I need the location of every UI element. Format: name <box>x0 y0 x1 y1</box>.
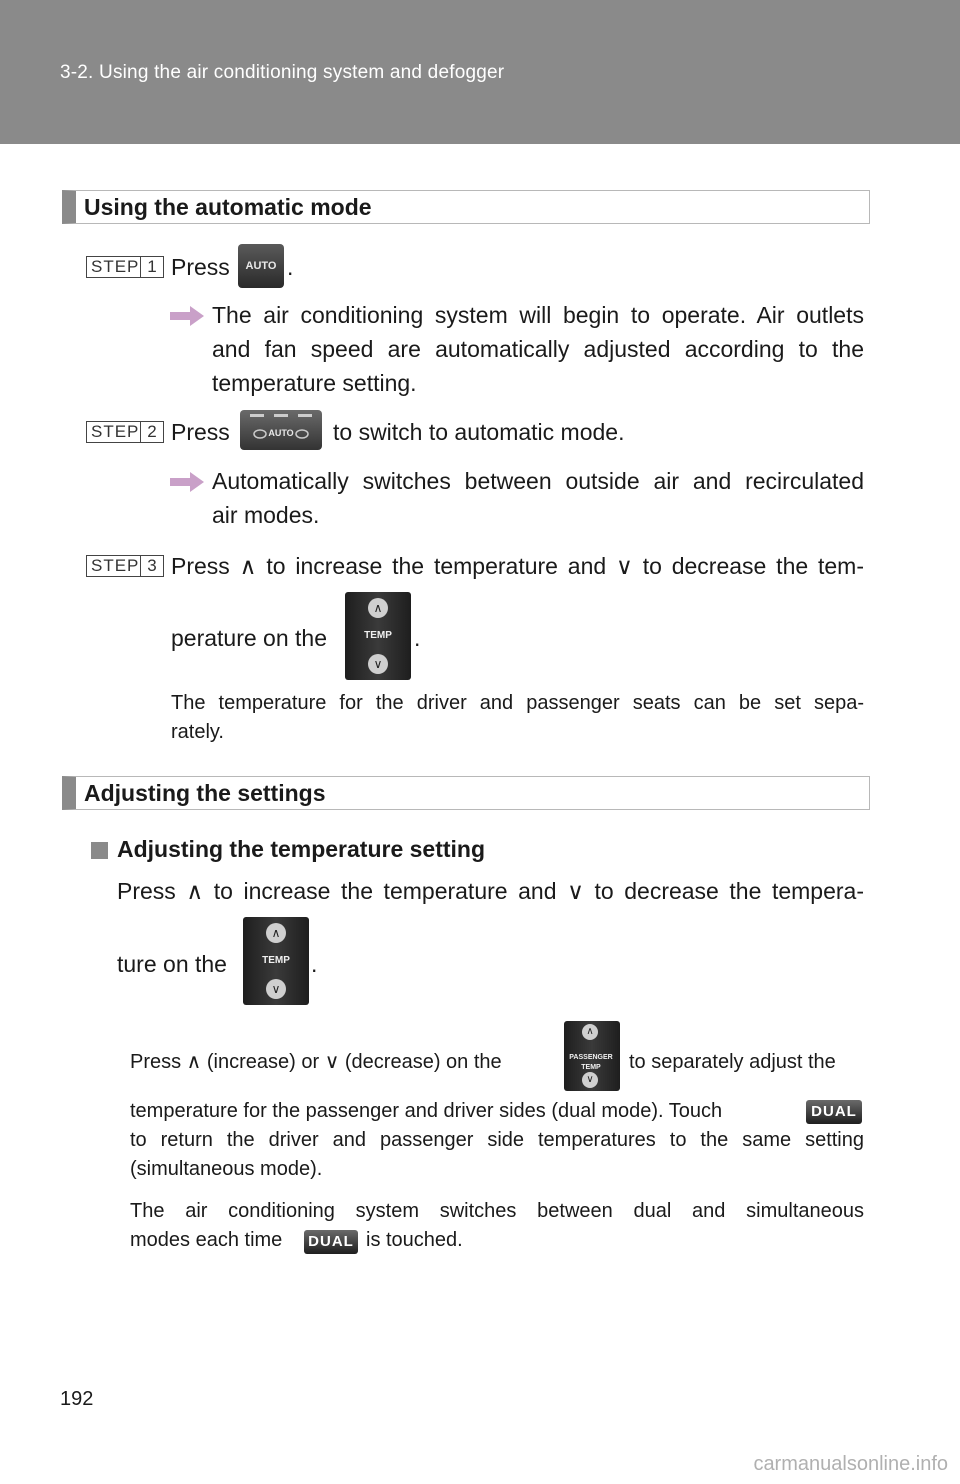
step-word: STEP <box>91 257 140 276</box>
passenger-label-line-2: TEMP <box>581 1064 601 1071</box>
step-3-note-line-2: rately. <box>171 721 224 743</box>
bullet-square-icon <box>91 842 108 859</box>
step-3-note-line-1: The temperature for the driver and passenger seats can be set sepa- <box>171 692 864 714</box>
note-1-line-3: to return the driver and passenger side temperatures to the same setting <box>130 1129 864 1151</box>
adjust-period: . <box>311 951 318 977</box>
dual-button-icon: DUAL <box>304 1230 358 1254</box>
step-word: STEP <box>91 422 140 441</box>
passenger-temp-control-icon <box>564 1021 620 1091</box>
auto-label: AUTO <box>268 428 294 438</box>
step-3-line-2: perature on the <box>171 625 328 651</box>
adjust-line-1: Press ∧ to increase the temperature and ∨ to decrease the tempera- <box>117 878 864 904</box>
chapter-title: 3-2. Using the air conditioning system and defogger <box>60 62 505 83</box>
note-1-line-4: (simultaneous mode). <box>130 1158 323 1180</box>
adjust-line-2: ture on the <box>117 951 227 977</box>
step-1-badge <box>86 256 164 278</box>
section-title-text: Adjusting the settings <box>84 780 326 806</box>
chevron-up-icon: ∧ <box>368 598 388 618</box>
step-1-period: . <box>287 254 294 280</box>
temp-label: TEMP <box>262 955 290 966</box>
section-title-text: Using the automatic mode <box>84 194 372 220</box>
chevron-up-icon: ∧ <box>266 923 286 943</box>
step-1-press: Press <box>171 254 230 280</box>
sub-heading: Adjusting the temperature setting <box>117 836 486 862</box>
note-2-before: modes each time <box>130 1229 283 1251</box>
note-2-line-1: The air conditioning system switches between dual and simultaneous <box>130 1200 864 1222</box>
auto-air-intake-button-icon <box>240 410 322 450</box>
section-title-adjusting-settings <box>62 776 870 810</box>
note-1-before: Press ∧ (increase) or ∨ (decrease) on the <box>130 1051 502 1073</box>
passenger-label <box>564 1053 618 1073</box>
step-1-result-line-1: The air conditioning system will begin to operate. Air outlets <box>212 302 864 328</box>
step-3-line-1: Press ∧ to increase the temperature and ∨ to decrease the tem- <box>171 553 864 579</box>
chevron-up-icon: ∧ <box>582 1024 598 1040</box>
step-1-result-line-2: and fan speed are automatically adjusted according to the <box>212 336 864 362</box>
step-1-result-line-3: temperature setting. <box>212 370 417 396</box>
step-2-press: Press <box>171 419 230 445</box>
result-arrow-icon <box>170 306 204 326</box>
chevron-down-icon: ∨ <box>266 979 286 999</box>
step-2-result-line-1: Automatically switches between outside air and recirculated <box>212 468 864 494</box>
chevron-down-icon: ∨ <box>368 654 388 674</box>
step-number: 3 <box>140 556 163 576</box>
watermark: carmanualsonline.info <box>753 1453 948 1475</box>
note-1-line-2: temperature for the passenger and driver sides (dual mode). Touch <box>130 1100 723 1122</box>
step-word: STEP <box>91 556 140 575</box>
dual-button-icon: DUAL <box>806 1100 862 1124</box>
step-2-after: to switch to automatic mode. <box>333 419 625 445</box>
step-2-badge <box>86 421 164 443</box>
temp-control-icon <box>345 592 411 680</box>
step-2-result-line-2: air modes. <box>212 502 320 528</box>
note-1-after: to separately adjust the <box>629 1051 836 1073</box>
section-title-automatic-mode <box>62 190 870 224</box>
note-2-after: is touched. <box>366 1229 463 1251</box>
auto-button-icon: AUTO <box>238 244 284 288</box>
temp-label: TEMP <box>364 630 392 641</box>
result-arrow-icon <box>170 472 204 492</box>
chevron-down-icon: ∨ <box>582 1072 598 1088</box>
step-number: 2 <box>140 422 163 442</box>
step-3-period: . <box>414 625 421 651</box>
temp-control-icon <box>243 917 309 1005</box>
step-3-badge <box>86 555 164 577</box>
page-number: 192 <box>60 1388 94 1410</box>
step-number: 1 <box>140 257 163 277</box>
page-header <box>0 0 960 144</box>
passenger-label-line-1: PASSENGER <box>569 1054 613 1061</box>
